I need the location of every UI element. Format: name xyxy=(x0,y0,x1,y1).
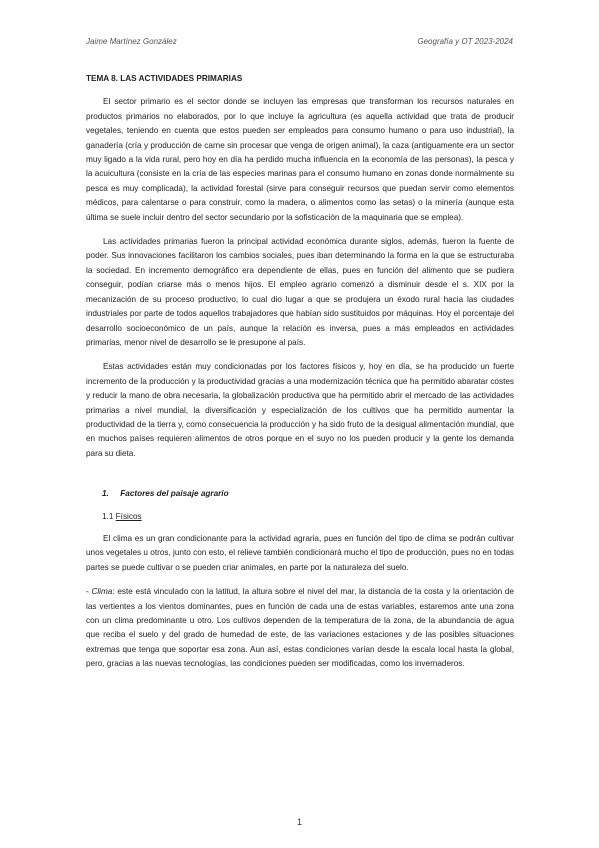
clima-text: : este está vinculado con la latitud, la altura sobre el nivel del mar, la distancia de la costa y la orientación de las vertientes a los vientos dominantes, pues en función de cada una de estas variables, estaremos ante una zona con un clima predominante u otro. Los cultivos dependen de la temperatura de la zona, de la abundancia de agua que reciba el suelo y del grado de humedad de este, de las variaciones estaciones y de las posibles situaciones extremas que tenga que soportar esa zona. Aun así, estas condiciones varían desde la escala local hasta la global, pero, gracias a las nuevas tecnologías, las condiciones pueden ser modificadas, como los invernaderos. xyxy=(86,587,514,669)
document-title: TEMA 8. LAS ACTIVIDADES PRIMARIAS xyxy=(86,74,243,83)
subsection-title: Físicos xyxy=(115,511,142,521)
section-title: Factores del paisaje agrario xyxy=(120,489,229,499)
section-heading xyxy=(102,487,514,501)
paragraph-2: Las actividades primarias fueron la principal actividad económica durante siglos, además, fueron la fuente de poder. Sus innovaciones facilitaron los cambios sociales, pues iban determinando la forma en la que se estructuraba la sociedad. En incremento demográfico era dependiente de ellas, pues en función del alimento que se pudiera conseguir, podían criarse más o menos hijos. El empleo agrario comenzó a disminuir desde el s. XIX por la mecanización de su proceso productivo, lo cual dio lugar a que se produjera un éxodo rural hacia las ciudades industriales por parte de todos aquellos trabajadores que habían sido sustituidos por máquinas. Hoy el porcentaje del desarrollo socioeconómico de un país, aunque la relación es inversa, pues a más empleados en actividades primarias, menor nivel de desarrollo se le presupone al país. xyxy=(86,237,514,347)
section-number: 1. xyxy=(102,489,109,499)
header-author: Jaime Martínez González xyxy=(86,37,177,46)
paragraph-3: Estas actividades están muy condicionadas por los factores físicos y, hoy en día, se ha producido un fuerte incremento de la producción y la productividad gracias a una modernización técnica que ha permitido abaratar costes y reducir la mano de obra necesaria, la globalización productiva que ha permitido abrir el mercado de las actividades primarias a nivel mundial, la diversificación y especialización de los cultivos que ha permitido aumentar la productividad de la tierra y, como consecuencia la producción y ha sido fruto de la desigual alimentación mundial, que en muchos países requieren alimentos de otros porque en el suyo no los pueden producir y la gente los demanda para su dieta. xyxy=(86,362,514,458)
subsection-number: 1.1 xyxy=(102,511,114,521)
page-header xyxy=(86,37,513,49)
page-number: 1 xyxy=(296,817,302,827)
clima-term: Clima xyxy=(91,587,113,597)
subsection-heading xyxy=(102,510,514,524)
paragraph-4: El clima es un gran condicionante para la actividad agraria, pues en función del tipo de clima se podrán cultivar unos vegetales u otros, junto con esto, el relieve también condicionará mucho el tipo de producción, pues no en todas partes se puede cultivar o se pueden criar animales, en parte por la naturaleza del suelo. xyxy=(86,533,514,572)
page-body xyxy=(86,72,514,682)
header-subject: Geografía y OT 2023-2024 xyxy=(417,37,513,46)
clima-paragraph xyxy=(86,585,514,671)
clima-dash: - xyxy=(86,587,92,597)
paragraph-1: El sector primario es el sector donde se incluyen las empresas que transforman los recursos naturales en productos primarios no elaborados, por lo que incluye la agricultura (es aquella actividad que trata de producir vegetales, teniendo en cuenta que estos pueden ser empleados para consumo humano o para uso industrial), la ganadería (cría y producción de carne sin procesar que venga de origen animal), la caza (antiguamente era un sector muy ligado a la vida rural, pero hoy en día ha perdido mucha influencia en la economía de las personas), la pesca y la acuicultura (consiste en la cría de las especies marinas para el consumo humano en zonas donde normalmente su pesca es muy complicada), la actividad forestal (sirve para conseguir recursos que puedan servir como elementos médicos, para calentarse o para construir, como la madera, o alimentos como las setas) o la minería (aunque esta última se suele incluir dentro del sector secundario por la sofisticación de la maquinaria que se emplea). xyxy=(86,97,514,222)
